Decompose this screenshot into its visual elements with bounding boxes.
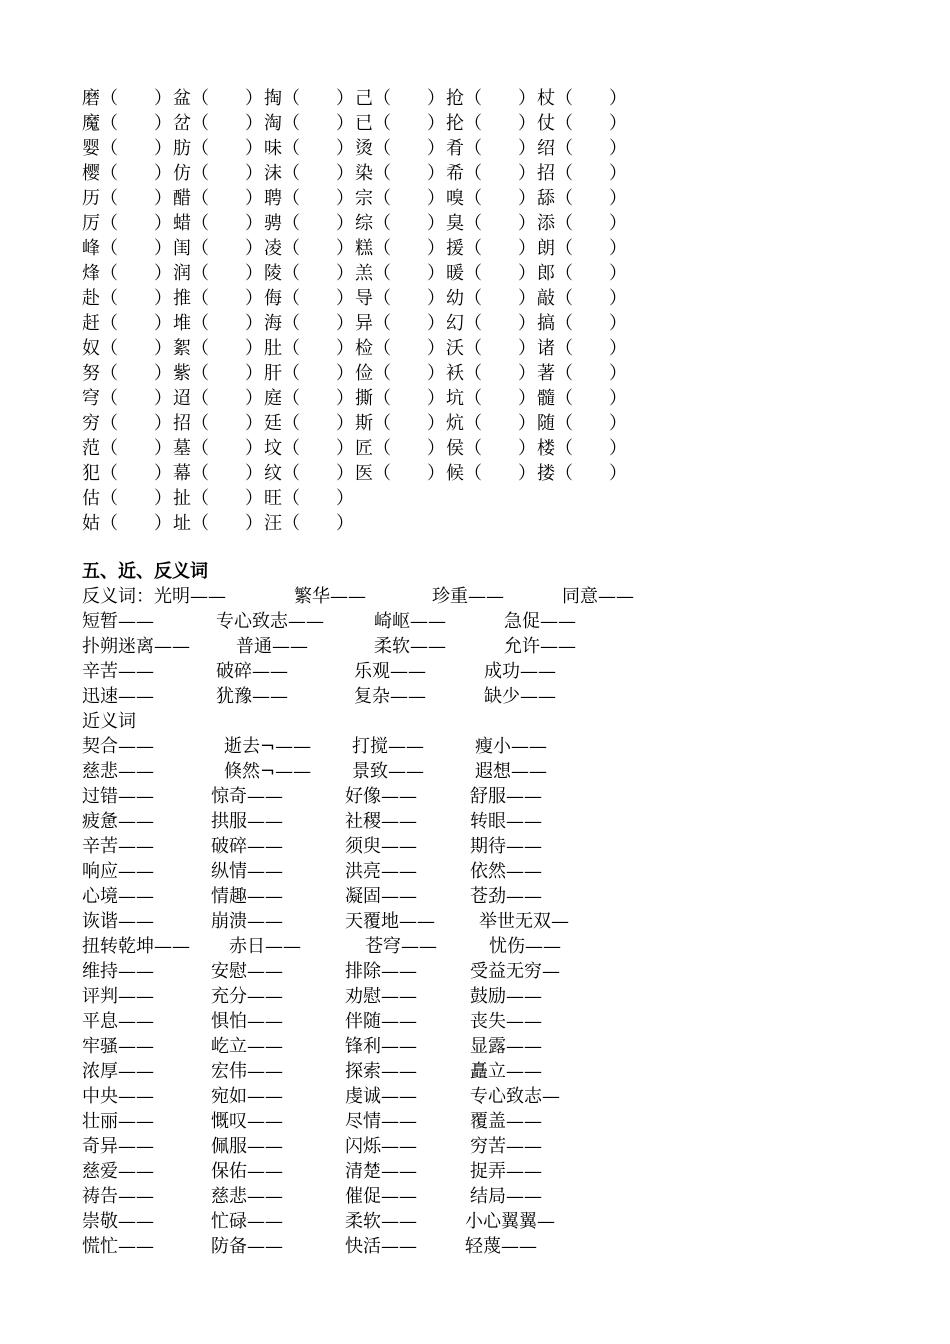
antonym-cell: 专心致志—— [216, 611, 324, 632]
synonym-cell: 伴随—— [345, 1011, 417, 1032]
antonym-cell: 珍重—— [432, 586, 504, 607]
char-cell: 糕（ ） [355, 238, 445, 259]
synonym-cell: 快活—— [345, 1236, 417, 1257]
char-cell: 推（ ） [173, 288, 263, 309]
synonym-cell: 期待—— [470, 836, 542, 857]
synonym-cell: 闪烁—— [345, 1136, 417, 1157]
char-cell: 努（ ） [82, 363, 172, 384]
char-cell: 招（ ） [173, 413, 263, 434]
synonym-cell: 慈悲—— [211, 1186, 283, 1207]
synonym-cell: 宛如—— [211, 1086, 283, 1107]
char-cell: 嗅（ ） [446, 188, 536, 209]
synonym-cell: 丧失—— [470, 1011, 542, 1032]
synonym-cell: 矗立—— [470, 1061, 542, 1082]
synonym-cell: 心境—— [82, 886, 154, 907]
char-cell: 婴（ ） [82, 138, 172, 159]
antonym-cell: 缺少—— [484, 686, 556, 707]
char-cell: 已（ ） [355, 113, 445, 134]
char-cell: 髓（ ） [537, 388, 627, 409]
synonym-cell: 评判—— [82, 986, 154, 1007]
char-cell: 杖（ ） [537, 88, 627, 109]
char-cell: 随（ ） [537, 413, 627, 434]
synonym-cell: 保佑—— [211, 1161, 283, 1182]
synonym-cell: 崩溃—— [211, 911, 283, 932]
antonym-cell: 柔软—— [374, 636, 446, 657]
antonym-cell: 崎岖—— [374, 611, 446, 632]
char-cell: 岔（ ） [173, 113, 263, 134]
char-cell: 援（ ） [446, 238, 536, 259]
char-cell: 楼（ ） [537, 438, 627, 459]
synonym-cell: 打搅—— [352, 736, 424, 757]
antonym-cell: 反义词：光明—— [82, 586, 226, 607]
synonym-cell: 平息—— [82, 1011, 154, 1032]
antonym-cell: 允许—— [504, 636, 576, 657]
synonym-cell: 慌忙—— [82, 1236, 154, 1257]
synonym-cell: 过错—— [82, 786, 154, 807]
synonym-cell: 奇异—— [82, 1136, 154, 1157]
synonym-cell: 崇敬—— [82, 1211, 154, 1232]
char-cell: 范（ ） [82, 438, 172, 459]
synonym-cell: 忧伤—— [489, 936, 561, 957]
antonym-cell: 复杂—— [354, 686, 426, 707]
synonym-cell: 探索—— [345, 1061, 417, 1082]
synonym-cell: 拱服—— [211, 811, 283, 832]
char-cell: 朗（ ） [537, 238, 627, 259]
synonym-cell: 苍劲—— [470, 886, 542, 907]
synonym-cell: 举世无双— [479, 911, 569, 932]
char-cell: 炕（ ） [446, 413, 536, 434]
synonym-cell: 排除—— [345, 961, 417, 982]
char-cell: 诸（ ） [537, 338, 627, 359]
char-cell: 幼（ ） [446, 288, 536, 309]
antonym-cell: 迅速—— [82, 686, 154, 707]
char-cell: 纹（ ） [264, 463, 354, 484]
char-cell: 侯（ ） [446, 438, 536, 459]
char-cell: 宗（ ） [355, 188, 445, 209]
char-cell: 蜡（ ） [173, 213, 263, 234]
synonym-cell: 瘦小—— [475, 736, 547, 757]
char-cell: 墓（ ） [173, 438, 263, 459]
synonym-cell: 轻蔑—— [465, 1236, 537, 1257]
char-cell: 味（ ） [264, 138, 354, 159]
antonym-cell: 破碎—— [216, 661, 288, 682]
synonym-cell: 安慰—— [211, 961, 283, 982]
char-cell: 袄（ ） [446, 363, 536, 384]
synonym-cell: 好像—— [345, 786, 417, 807]
synonym-cell: 景致—— [352, 761, 424, 782]
synonym-cell: 专心致志— [470, 1086, 560, 1107]
char-cell: 敲（ ） [537, 288, 627, 309]
synonym-cell: 浓厚—— [82, 1061, 154, 1082]
char-cell: 廷（ ） [264, 413, 354, 434]
synonym-cell: 锋利—— [345, 1036, 417, 1057]
char-cell: 赶（ ） [82, 313, 172, 334]
char-cell: 历（ ） [82, 188, 172, 209]
antonym-cell: 普通—— [236, 636, 308, 657]
synonym-cell: 慈悲—— [82, 761, 154, 782]
char-cell: 肪（ ） [173, 138, 263, 159]
synonym-cell: 牢骚—— [82, 1036, 154, 1057]
char-cell: 掏（ ） [264, 88, 354, 109]
char-cell: 肝（ ） [264, 363, 354, 384]
synonym-cell: 催促—— [345, 1186, 417, 1207]
antonym-cell: 乐观—— [354, 661, 426, 682]
char-cell: 醋（ ） [173, 188, 263, 209]
char-cell: 堆（ ） [173, 313, 263, 334]
synonym-cell: 屹立—— [211, 1036, 283, 1057]
char-cell: 己（ ） [355, 88, 445, 109]
char-cell: 聘（ ） [264, 188, 354, 209]
char-cell: 沫（ ） [264, 163, 354, 184]
char-cell: 斯（ ） [355, 413, 445, 434]
char-cell: 暖（ ） [446, 263, 536, 284]
char-cell: 匠（ ） [355, 438, 445, 459]
synonym-cell: 破碎—— [211, 836, 283, 857]
char-cell: 羔（ ） [355, 263, 445, 284]
antonym-cell: 辛苦—— [82, 661, 154, 682]
char-cell: 峰（ ） [82, 238, 172, 259]
char-cell: 陵（ ） [264, 263, 354, 284]
char-cell: 医（ ） [355, 463, 445, 484]
synonym-cell: 舒服—— [470, 786, 542, 807]
antonym-cell: 犹豫—— [216, 686, 288, 707]
synonym-cell: 转眼—— [470, 811, 542, 832]
char-cell: 添（ ） [537, 213, 627, 234]
char-cell: 凌（ ） [264, 238, 354, 259]
char-cell: 姑（ ） [82, 513, 172, 534]
char-cell: 烫（ ） [355, 138, 445, 159]
char-cell: 肚（ ） [264, 338, 354, 359]
char-cell: 盆（ ） [173, 88, 263, 109]
synonym-cell: 祷告—— [82, 1186, 154, 1207]
synonym-cell: 慈爱—— [82, 1161, 154, 1182]
section-title: 五、近、反义词 [82, 561, 208, 582]
char-cell: 郎（ ） [537, 263, 627, 284]
synonym-cell: 捉弄—— [470, 1161, 542, 1182]
char-cell: 染（ ） [355, 163, 445, 184]
char-cell: 著（ ） [537, 363, 627, 384]
synonym-cell: 受益无穷— [470, 961, 560, 982]
char-cell: 闺（ ） [173, 238, 263, 259]
synonym-cell: 显露—— [470, 1036, 542, 1057]
synonym-cell: 宏伟—— [211, 1061, 283, 1082]
synonym-cell: 惊奇—— [211, 786, 283, 807]
char-cell: 润（ ） [173, 263, 263, 284]
char-cell: 厉（ ） [82, 213, 172, 234]
synonym-cell: 逝去¬—— [224, 736, 312, 757]
synonym-cell: 情趣—— [211, 886, 283, 907]
synonym-cell: 维持—— [82, 961, 154, 982]
char-cell: 舔（ ） [537, 188, 627, 209]
char-cell: 海（ ） [264, 313, 354, 334]
char-cell: 旺（ ） [264, 488, 354, 509]
char-cell: 仗（ ） [537, 113, 627, 134]
char-cell: 迢（ ） [173, 388, 263, 409]
synonym-cell: 苍穹—— [365, 936, 437, 957]
char-cell: 抢（ ） [446, 88, 536, 109]
antonym-cell: 同意—— [562, 586, 634, 607]
synonym-cell: 赤日—— [229, 936, 301, 957]
synonym-cell: 须臾—— [345, 836, 417, 857]
char-cell: 赴（ ） [82, 288, 172, 309]
char-cell: 魔（ ） [82, 113, 172, 134]
char-cell: 希（ ） [446, 163, 536, 184]
char-cell: 幻（ ） [446, 313, 536, 334]
char-cell: 庭（ ） [264, 388, 354, 409]
synonym-cell: 天覆地—— [345, 911, 435, 932]
char-cell: 奴（ ） [82, 338, 172, 359]
char-cell: 检（ ） [355, 338, 445, 359]
char-cell: 樱（ ） [82, 163, 172, 184]
char-cell: 搞（ ） [537, 313, 627, 334]
char-cell: 俭（ ） [355, 363, 445, 384]
synonym-cell: 鼓励—— [470, 986, 542, 1007]
char-cell: 汪（ ） [264, 513, 354, 534]
synonym-cell: 壮丽—— [82, 1111, 154, 1132]
synonym-cell: 穷苦—— [470, 1136, 542, 1157]
synonym-cell: 柔软—— [345, 1211, 417, 1232]
char-cell: 臭（ ） [446, 213, 536, 234]
char-cell: 侮（ ） [264, 288, 354, 309]
synonym-label: 近义词 [82, 711, 136, 732]
synonym-cell: 倏然¬—— [224, 761, 312, 782]
synonym-cell: 充分—— [211, 986, 283, 1007]
synonym-cell: 虔诚—— [345, 1086, 417, 1107]
char-cell: 仿（ ） [173, 163, 263, 184]
synonym-cell: 扭转乾坤—— [82, 936, 190, 957]
synonym-cell: 诙谐—— [82, 911, 154, 932]
char-cell: 紫（ ） [173, 363, 263, 384]
char-cell: 肴（ ） [446, 138, 536, 159]
char-cell: 撕（ ） [355, 388, 445, 409]
synonym-cell: 疲惫—— [82, 811, 154, 832]
char-cell: 沃（ ） [446, 338, 536, 359]
synonym-cell: 劝慰—— [345, 986, 417, 1007]
antonym-cell: 成功—— [484, 661, 556, 682]
synonym-cell: 纵情—— [211, 861, 283, 882]
char-cell: 综（ ） [355, 213, 445, 234]
antonym-cell: 扑朔迷离—— [82, 636, 190, 657]
synonym-cell: 惧怕—— [211, 1011, 283, 1032]
char-cell: 异（ ） [355, 313, 445, 334]
char-cell: 搂（ ） [537, 463, 627, 484]
synonym-cell: 防备—— [211, 1236, 283, 1257]
antonym-cell: 急促—— [504, 611, 576, 632]
synonym-cell: 清楚—— [345, 1161, 417, 1182]
synonym-cell: 尽情—— [345, 1111, 417, 1132]
synonym-cell: 中央—— [82, 1086, 154, 1107]
synonym-cell: 依然—— [470, 861, 542, 882]
char-cell: 犯（ ） [82, 463, 172, 484]
char-cell: 淘（ ） [264, 113, 354, 134]
char-cell: 幕（ ） [173, 463, 263, 484]
synonym-cell: 遐想—— [475, 761, 547, 782]
synonym-cell: 忙碌—— [211, 1211, 283, 1232]
antonym-cell: 繁华—— [294, 586, 366, 607]
synonym-cell: 洪亮—— [345, 861, 417, 882]
char-cell: 坟（ ） [264, 438, 354, 459]
char-cell: 址（ ） [173, 513, 263, 534]
synonym-cell: 佩服—— [211, 1136, 283, 1157]
char-cell: 穹（ ） [82, 388, 172, 409]
synonym-cell: 响应—— [82, 861, 154, 882]
synonym-cell: 结局—— [470, 1186, 542, 1207]
synonym-cell: 契合—— [82, 736, 154, 757]
char-cell: 磨（ ） [82, 88, 172, 109]
char-cell: 穷（ ） [82, 413, 172, 434]
char-cell: 绍（ ） [537, 138, 627, 159]
synonym-cell: 慨叹—— [211, 1111, 283, 1132]
antonym-cell: 短暂—— [82, 611, 154, 632]
synonym-cell: 社稷—— [345, 811, 417, 832]
char-cell: 坑（ ） [446, 388, 536, 409]
char-cell: 抡（ ） [446, 113, 536, 134]
char-cell: 估（ ） [82, 488, 172, 509]
char-cell: 絮（ ） [173, 338, 263, 359]
char-cell: 烽（ ） [82, 263, 172, 284]
char-cell: 招（ ） [537, 163, 627, 184]
char-cell: 扯（ ） [173, 488, 263, 509]
synonym-cell: 凝固—— [345, 886, 417, 907]
synonym-cell: 辛苦—— [82, 836, 154, 857]
synonym-cell: 小心翼翼— [465, 1211, 555, 1232]
synonym-cell: 覆盖—— [470, 1111, 542, 1132]
char-cell: 骋（ ） [264, 213, 354, 234]
char-cell: 导（ ） [355, 288, 445, 309]
char-cell: 候（ ） [446, 463, 536, 484]
